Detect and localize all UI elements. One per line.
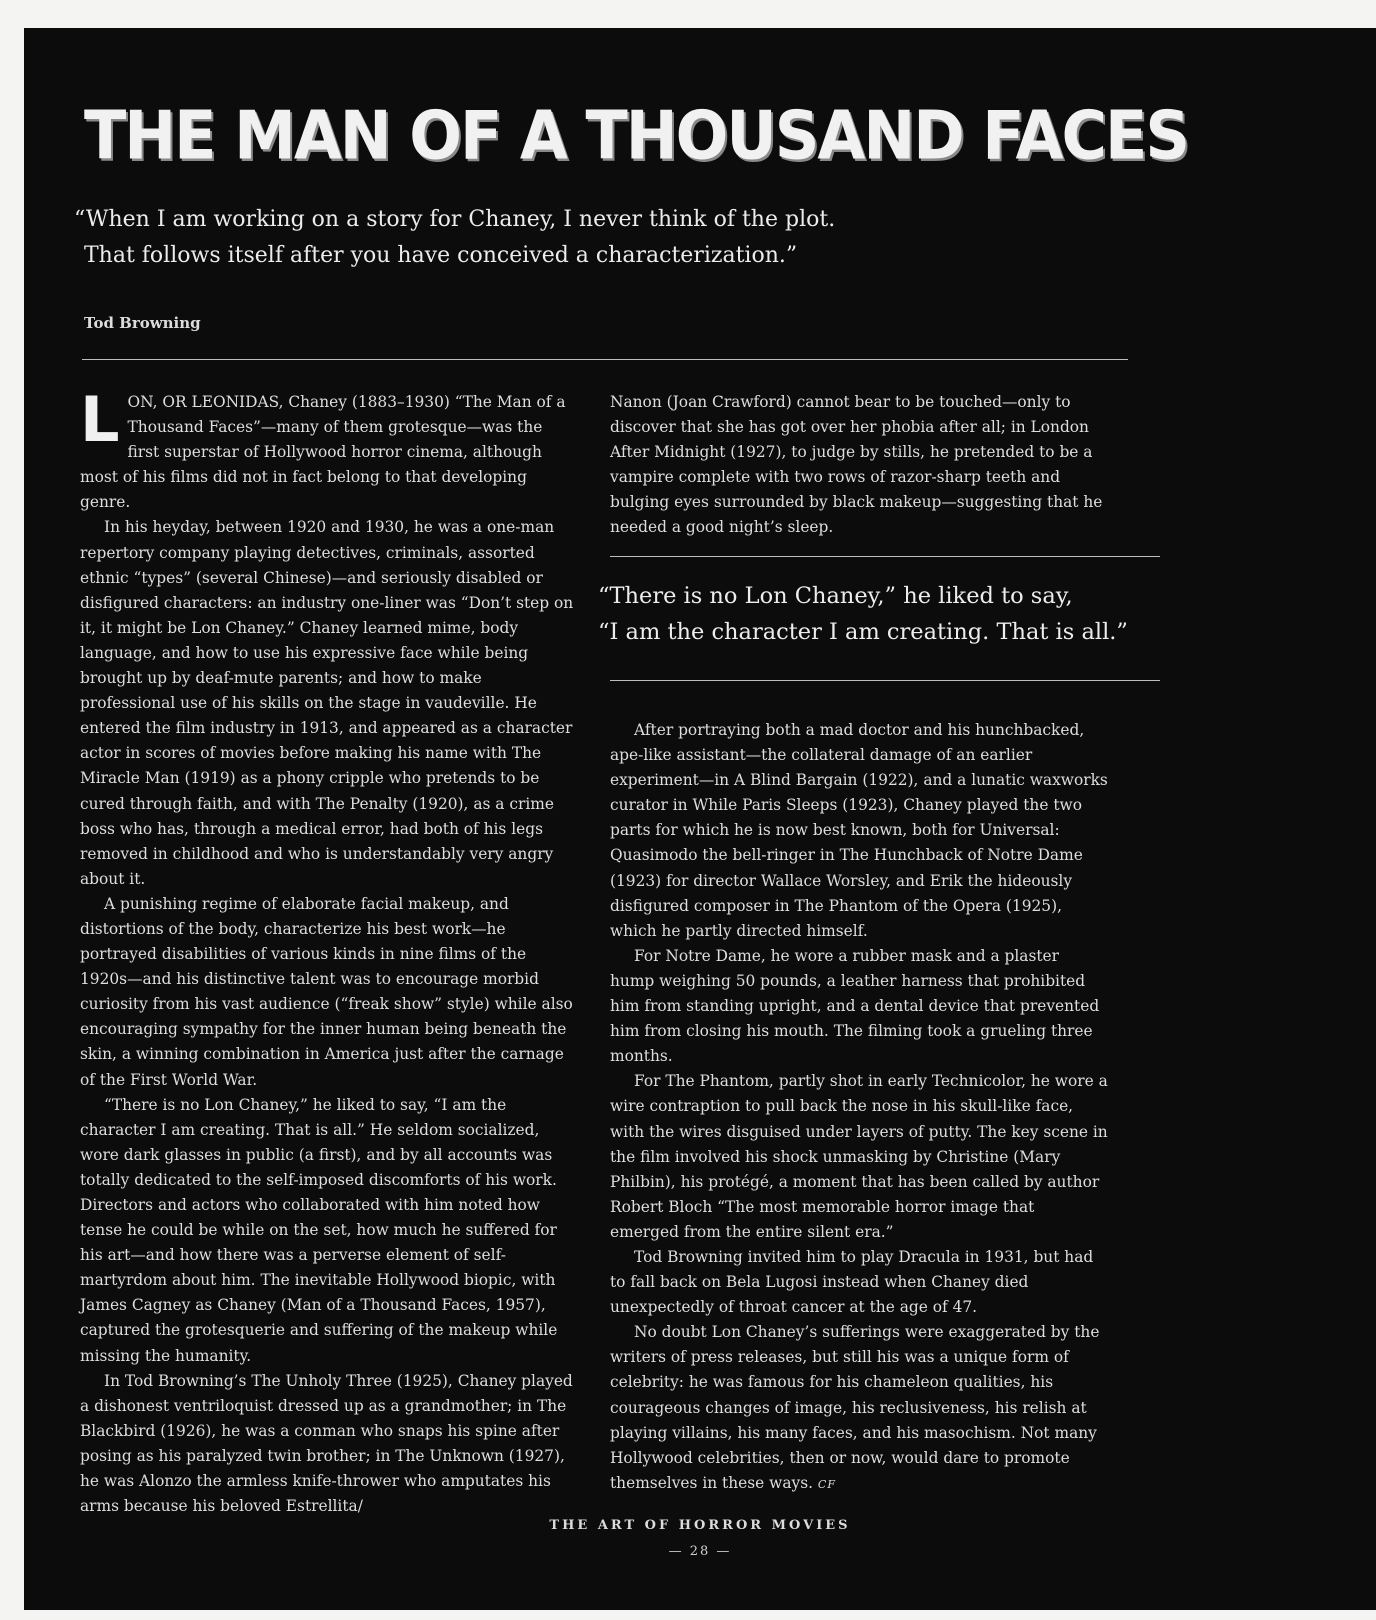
paragraph: For Notre Dame, he wore a rubber mask and a plaster hump weighing 50 pounds, a leather harness that prohibited him from standing upright, and a dental device that prevented him from closing his mouth. The filming took a grueling three months. [610, 946, 1100, 1066]
left-column [80, 383, 578, 1519]
pull-quote-line-2: “I am the character I am creating. That is all.” [598, 619, 1128, 645]
epigraph-author: Tod Browning [84, 314, 201, 332]
epigraph-line-1: “When I am working on a story for Chaney, I never think of the plot. [74, 207, 836, 232]
paragraph: In Tod Browning’s The Unholy Three (1925), Chaney played a dishonest ventriloquist dressed up as a grandmother; in The Blackbird (1926), he was a conman who snaps his spine after posing as his paralyzed twin brother; in The Unknown (1927), he was Alonzo the armless knife-thrower who amputates his arms because his beloved Estrellita/ [80, 1371, 573, 1516]
article-title: THE MAN OF A THOUSAND FACES [84, 96, 1189, 175]
paragraph: In his heyday, between 1920 and 1930, he was a one-man repertory company playing detectives, criminals, assorted ethnic “types” (several Chinese)—and seriously disabled or disfigured characters: an industry one-liner was “Don’t step on it, it might be Lon Chaney.” Chaney learned mime, body language, and how to use his expressive face while being brought up by deaf-mute parents; and how to make professional use of his skills on the stage in vaudeville. He entered the film industry in 1913, and appeared as a character actor in scores of movies before making his name with The Miracle Man (1919) as a phony cripple who pretends to be cured through faith, and with The Penalty (1920), as a crime boss who has, through a medical error, had both of his legs removed in childhood and who is understandably very angry about it. [80, 518, 574, 888]
page-number: — 28 — [668, 1544, 732, 1559]
magazine-page [24, 28, 1376, 1610]
pullquote-divider-top [610, 556, 1160, 557]
paragraph-final-text: No doubt Lon Chaney’s sufferings were exaggerated by the writers of press releases, but still his was a unique form of celebrity: he was famous for his chameleon qualities, his courageous changes of image, his reclusiveness, his relish at playing villains, his many faces, and his masochism. Not many Hollywood celebrities, then or now, would dare to promote themselves in these ways. [610, 1323, 1100, 1492]
right-column-bottom [610, 718, 1108, 1497]
pull-quote-line-1: “There is no Lon Chaney,” he liked to say, [598, 583, 1073, 609]
paragraph: Nanon (Joan Crawford) cannot bear to be touched—only to discover that she has got over her phobia after all; in London After Midnight (1927), to judge by stills, he pretended to be a vampire complete with two rows of razor-sharp teeth and bulging eyes surrounded by black makeup—suggesting that he needed a good night’s sleep. [610, 393, 1103, 537]
right-column-top [610, 390, 1108, 541]
pull-quote [598, 578, 1178, 650]
footer-book-title: THE ART OF HORROR MOVIES [549, 1518, 851, 1533]
paragraph: “There is no Lon Chaney,” he liked to say, “I am the character I am creating. That is all.” He seldom socialized, wore dark glasses in public (a first), and by all accounts was totally dedicated to the self-imposed discomforts of his work. Directors and actors who collaborated with him noted how tense he could be while on the set, how much he suffered for his art—and how there was a perverse element of self-martyrdom about him. The inevitable Hollywood biopic, with James Cagney as Chaney (Man of a Thousand Faces, 1957), captured the grotesquerie and suffering of the makeup while missing the humanity. [80, 1095, 558, 1365]
paragraph-intro-text: ON, OR LEONIDAS, Chaney (1883–1930) “The Man of a Thousand Faces”—many of them grotesque—was the first superstar of Hollywood horror cinema, although most of his films did not in fact belong to that developing genre. [80, 393, 566, 512]
paragraph: A punishing regime of elaborate facial makeup, and distortions of the body, characterize his best work—he portrayed disabilities of various kinds in nine films of the 1920s—and his distinctive talent was to encourage morbid curiosity from his vast audience (“freak show” style) while also encouraging sympathy for the inner human being beneath the skin, a winning combination in America just after the carnage of the First World War. [80, 894, 573, 1089]
paragraph: For The Phantom, partly shot in early Technicolor, he wore a wire contraption to pull back the nose in his skull-like face, with the wires disguised under layers of putty. The key scene in the film involved his shock unmasking by Christine (Mary Philbin), his protégé, a moment that has been called by author Robert Bloch “The most memorable horror image that emerged from the entire silent era.” [610, 1072, 1108, 1241]
divider-top [82, 359, 1128, 360]
drop-cap: L [80, 383, 120, 456]
epigraph-quote [74, 202, 1114, 274]
epigraph-line-2: That follows itself after you have conceived a characterization.” [84, 243, 798, 268]
author-signature: CF [817, 1477, 836, 1491]
paragraph: Tod Browning invited him to play Dracula in 1931, but had to fall back on Bela Lugosi instead when Chaney died unexpectedly of throat cancer at the age of 47. [610, 1247, 1094, 1317]
paragraph-intro [80, 383, 578, 515]
paragraph: After portraying both a mad doctor and his hunchbacked, ape-like assistant—the collateral damage of an earlier experiment—in A Blind Bargain (1922), and a lunatic waxworks curator in While Paris Sleeps (1923), Chaney played the two parts for which he is now best known, both for Universal: Quasimodo the bell-ringer in The Hunchback of Notre Dame (1923) for director Wallace Worsley, and Erik the hideously disfigured composer in The Phantom of the Opera (1925), which he partly directed himself. [610, 721, 1108, 940]
pullquote-divider-bottom [610, 680, 1160, 681]
paragraph-final [610, 1320, 1108, 1497]
